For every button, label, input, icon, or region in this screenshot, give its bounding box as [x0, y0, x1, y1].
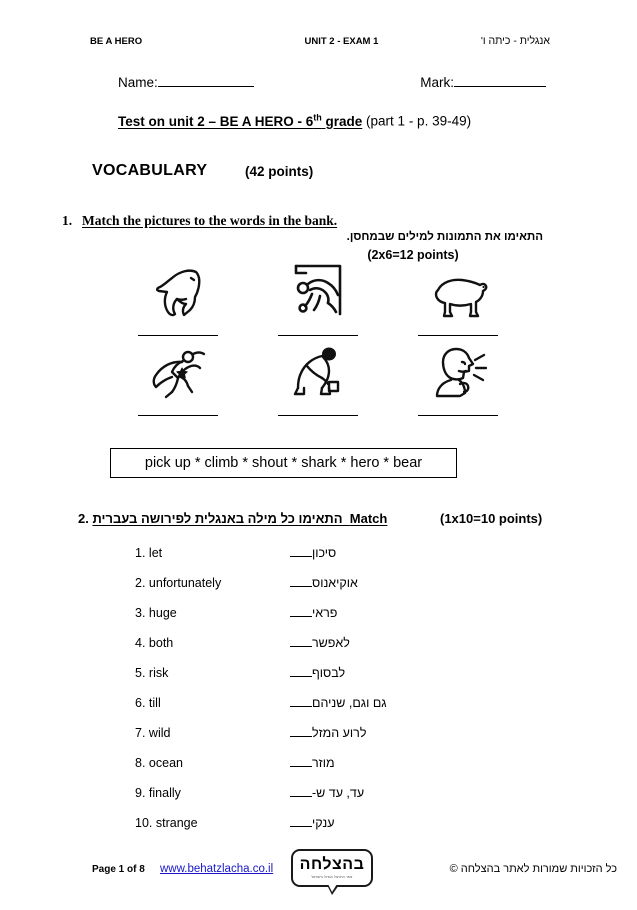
match-answer-line-10[interactable]	[290, 815, 312, 827]
match-word-9: finally	[148, 786, 181, 800]
match-word-7: wild	[148, 726, 171, 740]
match-hebrew-8	[285, 755, 335, 770]
match-number-7: 7.	[135, 726, 146, 740]
match-hebrew-5	[285, 665, 345, 680]
match-hebrew-7	[285, 725, 366, 740]
list-item	[135, 635, 435, 665]
match-number-1: 1.	[135, 546, 146, 560]
header-left: BE A HERO	[90, 36, 143, 47]
match-word-1: let	[148, 546, 163, 560]
match-answer-line-9[interactable]	[290, 785, 312, 797]
match-answer-line-7[interactable]	[290, 725, 312, 737]
question-1-points: (2x6=12 points)	[367, 248, 459, 262]
picture-matching-grid	[108, 262, 528, 422]
match-hebrew-text-6: גם וגם, שניהם	[312, 696, 387, 710]
question-2-points: (1x10=10 points)	[440, 511, 543, 526]
section-points-vocabulary: (42 points)	[245, 164, 314, 179]
match-word-8: ocean	[148, 756, 183, 770]
picture-answer-line-2[interactable]	[278, 334, 358, 336]
page-title	[118, 112, 471, 129]
question-2-instruction-text	[92, 511, 387, 526]
title-grade-text: grade	[321, 113, 363, 129]
picture-answer-line-5[interactable]	[278, 414, 358, 416]
title-main-text: Test on unit 2 – BE A HERO - 6	[118, 113, 314, 129]
match-number-10: 10.	[135, 816, 153, 830]
matching-list	[135, 545, 435, 845]
list-item	[135, 815, 435, 845]
mark-input-line[interactable]	[454, 73, 546, 87]
match-hebrew-text-7: לרוע המזל	[312, 726, 367, 740]
picture-answer-line-6[interactable]	[418, 414, 498, 416]
picture-cell-pick-up	[248, 342, 388, 416]
match-answer-line-3[interactable]	[290, 605, 312, 617]
logo-tail-inner	[328, 884, 337, 892]
header-right-hebrew: אנגלית - כיתה ו'	[480, 35, 550, 47]
match-english-3	[135, 606, 285, 620]
match-hebrew-text-8: מוזר	[312, 756, 335, 770]
match-number-2: 2.	[135, 576, 146, 590]
match-answer-line-1[interactable]	[290, 545, 312, 557]
picture-cell-bear	[388, 262, 528, 336]
logo-text: בהצלחה	[299, 856, 365, 873]
list-item	[135, 725, 435, 755]
match-answer-line-4[interactable]	[290, 635, 312, 647]
picture-row-2	[108, 342, 528, 416]
name-input-line[interactable]	[158, 73, 254, 87]
word-bank-text: pick up * climb * shout * shark * hero * bear	[144, 455, 423, 471]
match-word-2: unfortunately	[148, 576, 222, 590]
climb-icon	[288, 262, 348, 320]
match-answer-line-8[interactable]	[290, 755, 312, 767]
match-hebrew-text-2: אוקיאנוס	[312, 576, 358, 590]
mark-field[interactable]	[420, 73, 546, 90]
match-hebrew-9	[285, 785, 364, 800]
picture-cell-shark	[108, 262, 248, 336]
picture-cell-hero	[108, 342, 248, 416]
pick-up-icon	[289, 342, 347, 400]
word-bank	[110, 448, 457, 478]
match-hebrew-10	[285, 815, 335, 830]
match-english-5	[135, 666, 285, 680]
list-item	[135, 575, 435, 605]
match-hebrew-2	[285, 575, 358, 590]
match-hebrew-text-3: פראי	[312, 606, 338, 620]
question-2-instruction-hebrew: התאימו כל מילה באנגלית לפירושה בעברית	[92, 511, 343, 526]
picture-row-1	[108, 262, 528, 336]
question-2-instruction	[78, 511, 387, 526]
question-1-instruction-hebrew: התאימו את התמונות למילים שבמחסן.	[346, 231, 543, 243]
list-item	[135, 695, 435, 725]
match-number-9: 9.	[135, 786, 146, 800]
match-answer-line-5[interactable]	[290, 665, 312, 677]
page-number: Page 1 of 8	[92, 864, 145, 875]
picture-answer-line-4[interactable]	[138, 414, 218, 416]
list-item	[135, 785, 435, 815]
list-item	[135, 605, 435, 635]
list-item	[135, 755, 435, 785]
match-answer-line-6[interactable]	[290, 695, 312, 707]
match-english-8	[135, 756, 285, 770]
match-number-6: 6.	[135, 696, 146, 710]
match-english-10	[135, 816, 285, 830]
match-english-7	[135, 726, 285, 740]
document-footer	[0, 856, 637, 901]
match-hebrew-text-1: סיכון	[312, 546, 337, 560]
list-item	[135, 665, 435, 695]
picture-cell-shout	[388, 342, 528, 416]
match-word-4: both	[148, 636, 174, 650]
shout-icon	[429, 342, 487, 400]
match-hebrew-text-5: לבסוף	[312, 666, 346, 680]
match-hebrew-3	[285, 605, 337, 620]
title-subtext: (part 1 - p. 39-49)	[362, 113, 472, 129]
picture-answer-line-1[interactable]	[138, 334, 218, 336]
match-english-2	[135, 576, 285, 590]
match-english-6	[135, 696, 285, 710]
section-heading-vocabulary: VOCABULARY	[92, 162, 208, 179]
mark-label: Mark:	[420, 75, 454, 90]
website-link[interactable]: www.behatzlacha.co.il	[160, 863, 274, 875]
picture-answer-line-3[interactable]	[418, 334, 498, 336]
match-word-5: risk	[148, 666, 169, 680]
question-1-instruction: Match the pictures to the words in the bank.	[82, 213, 338, 228]
match-number-4: 4.	[135, 636, 146, 650]
match-hebrew-text-10: ענקי	[312, 816, 335, 830]
shark-icon	[150, 262, 206, 320]
title-main	[118, 114, 362, 129]
list-item	[135, 545, 435, 575]
match-number-3: 3.	[135, 606, 146, 620]
question-2-number: 2.	[78, 511, 89, 526]
match-hebrew-text-4: לאפשר	[312, 636, 350, 650]
title-ordinal-suffix: th	[313, 112, 322, 122]
match-hebrew-6	[285, 695, 387, 710]
match-number-8: 8.	[135, 756, 146, 770]
logo-subtext: אתר התרגול הגדול בישראל	[311, 875, 353, 879]
document-header	[90, 35, 550, 47]
header-center: UNIT 2 - EXAM 1	[304, 36, 379, 47]
match-hebrew-1	[285, 545, 336, 560]
match-english-1	[135, 546, 285, 560]
match-word-6: till	[148, 696, 161, 710]
match-english-9	[135, 786, 285, 800]
picture-cell-climb	[248, 262, 388, 336]
match-hebrew-4	[285, 635, 350, 650]
copyright-notice: כל הזכויות שמורות לאתר בהצלחה ©	[449, 863, 617, 875]
hero-icon	[148, 342, 208, 400]
match-word-3: huge	[148, 606, 177, 620]
match-answer-line-2[interactable]	[290, 575, 312, 587]
bear-icon	[426, 262, 490, 320]
question-2-label-en: Match	[349, 511, 388, 526]
behatzlacha-logo	[291, 849, 373, 891]
name-mark-row	[118, 73, 546, 90]
name-field[interactable]	[118, 73, 254, 90]
logo-bubble	[291, 849, 373, 887]
match-english-4	[135, 636, 285, 650]
match-number-5: 5.	[135, 666, 146, 680]
question-1-number: 1.	[62, 213, 73, 228]
name-label: Name:	[118, 75, 158, 90]
match-hebrew-text-9: עד, עד ש-	[312, 786, 365, 800]
match-word-10: strange	[155, 816, 198, 830]
